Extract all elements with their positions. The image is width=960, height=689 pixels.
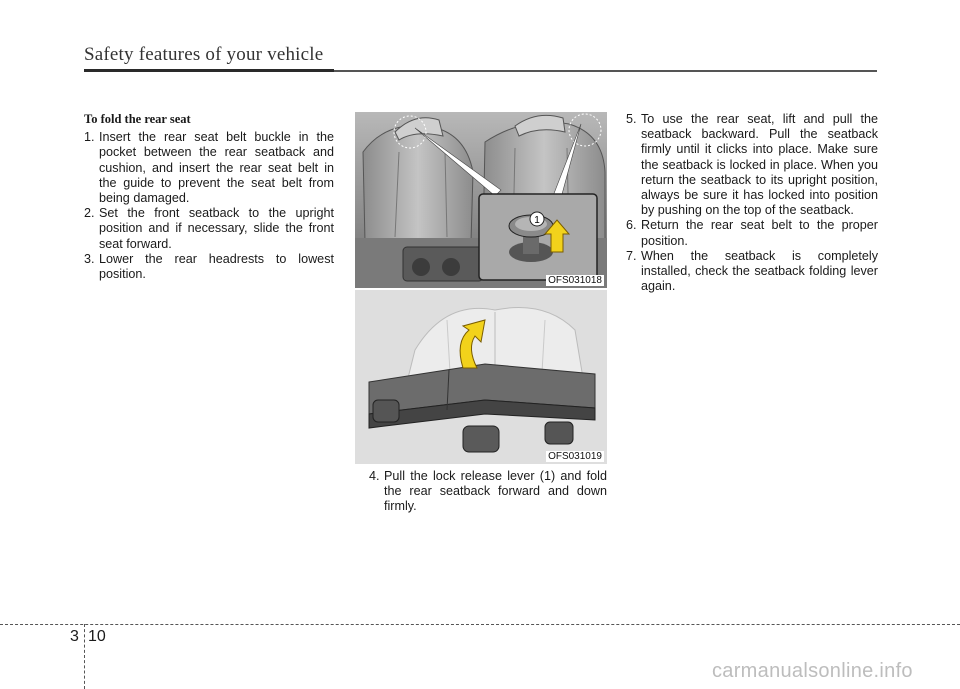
middle-step [369,469,607,515]
figure-code: OFS031019 [548,451,602,462]
watermark: carmanualsonline.info [712,660,913,682]
callout-number: 1 [534,215,540,226]
figure-seat-folded [355,290,607,464]
step-item [626,218,878,248]
step-number: 1. [84,130,95,145]
right-column [626,112,878,294]
step-item [626,249,878,295]
step-item [84,206,334,252]
step-number: 3. [84,251,95,266]
step-number: 2. [84,206,95,221]
chapter-number: 3 [70,628,79,645]
step-text: Set the front seatback to the upright position and if necessary, slide the front seat forward. [99,206,334,251]
step-number: 6. [626,218,637,233]
header-rule-extension [334,70,877,72]
folded-seat-illustration [355,290,607,464]
step-text: Return the rear seat belt to the proper position. [641,218,878,248]
step-text: Insert the rear seat belt buckle in the pocket between the rear seatback and cushion, and insert the rear seat belt in the guide to prevent the seat belt from being damaged. [99,130,334,206]
left-column [84,112,334,282]
footer-divider [84,624,85,689]
footer-rule [0,624,960,625]
figure-seat-lever [355,112,607,288]
step-text: Lower the rear headrests to lowest position. [99,251,334,282]
section-heading: To fold the rear seat [84,112,191,126]
step-number: 7. [626,248,637,263]
unfold-steps-list [626,112,878,294]
step-item [84,252,334,282]
step-number: 5. [626,112,637,126]
page-header-title: Safety features of your vehicle [84,44,324,65]
header-rule [84,69,334,72]
step-text: When the seatback is completely installed, check the seatback folding lever again. [641,248,878,294]
figure-code: OFS031018 [548,275,602,286]
step-item [626,112,878,218]
fold-steps-list [84,130,334,282]
rear-seat-lever-illustration [355,112,607,288]
step-text: To use the rear seat, lift and pull the seatback backward. Pull the seatback firmly until it clicks into place. Make sure the seatback is locked in place. When you return the seatback to its upright position, always be sure it has locked into position by pushing on the top of the seatback. [641,112,878,218]
step-number: 4. [369,469,380,483]
page-number: 10 [88,628,106,645]
step-item [84,130,334,206]
step-text: Pull the lock release lever (1) and fold the rear seatback forward and down firmly. [384,469,607,514]
